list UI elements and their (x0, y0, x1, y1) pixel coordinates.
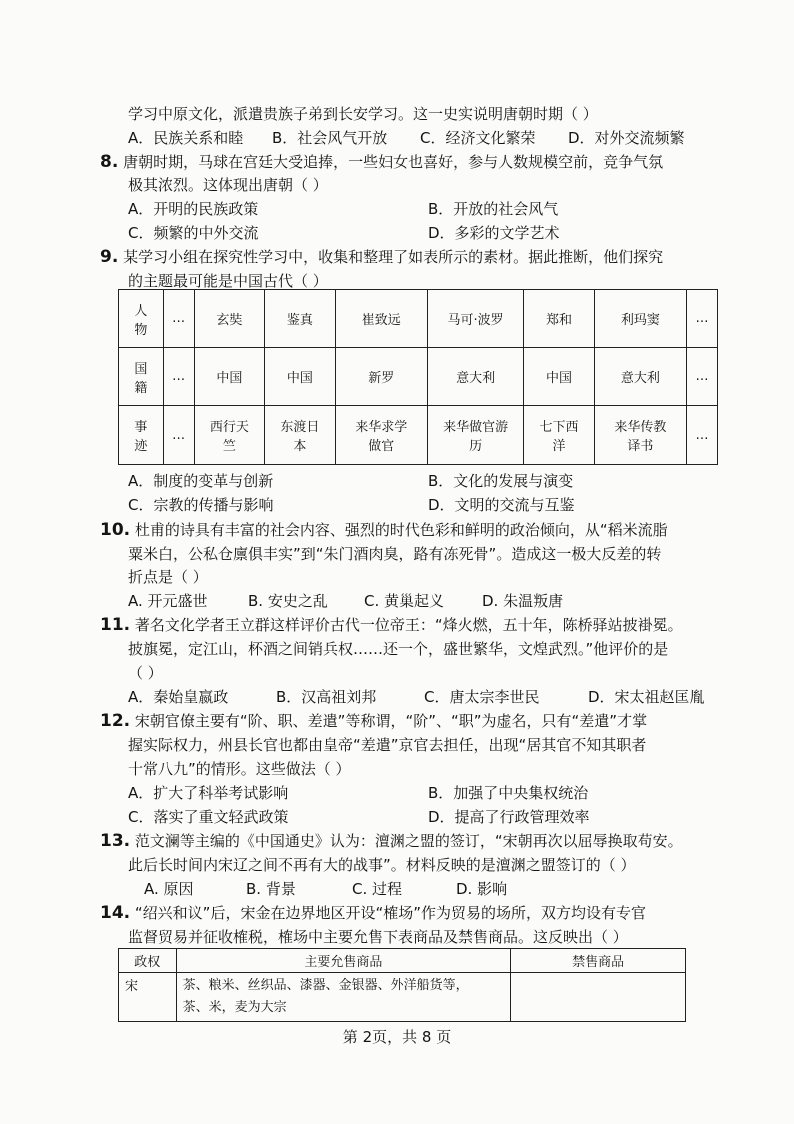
q10-number: 10. (100, 520, 131, 540)
cell-banned-goods (511, 973, 686, 1022)
table-cell: 利玛窦 (594, 290, 686, 348)
table-cell: 西行天 竺 (194, 406, 265, 465)
q13-number: 13. (100, 831, 131, 851)
q12-option-c[interactable]: C．落实了重文轻武政策 (128, 808, 289, 826)
q8-option-b[interactable]: B．开放的社会风气 (428, 200, 559, 218)
q9-option-c[interactable]: C．宗教的传播与影响 (128, 496, 274, 514)
q13-option-a[interactable]: A. 原因 (144, 880, 194, 898)
q9-question (100, 246, 663, 268)
table-cell: … (163, 348, 194, 406)
q13-option-b[interactable]: B. 背景 (246, 880, 296, 898)
q12-line3: 十常八九”的情形。这些做法（ ） (128, 760, 351, 778)
q11-question (100, 614, 683, 636)
q8-option-d[interactable]: D．多彩的文学艺术 (428, 224, 560, 242)
table-cell: … (687, 348, 718, 406)
q7-text-cont: 学习中原文化，派遣贵族子弟到长安学习。这一史实说明唐朝时期（ ） (128, 105, 598, 123)
cell-allowed-goods: 茶、粮米、丝织品、漆器、金银器、外洋船货等， 茶、米，麦为大宗 (176, 973, 511, 1022)
q11-option-b[interactable]: B．汉高祖刘邦 (276, 688, 377, 706)
table-cell: 来华传教 译书 (594, 406, 686, 465)
q13-option-d[interactable]: D. 影响 (456, 880, 508, 898)
q12-line2: 握实际权力，州县长官也都由皇帝“差遣”京官去担任，出现“居其官不知其职者 (128, 736, 647, 754)
table-header-row (119, 949, 686, 973)
q11-line3: （ ） (128, 664, 163, 682)
q10-option-a[interactable]: A. 开元盛世 (128, 592, 208, 610)
q10-line3: 折点是（ ） (128, 568, 208, 586)
table-cell: 意大利 (594, 348, 686, 406)
table-row-nationality (119, 348, 718, 406)
q8-option-a[interactable]: A．开明的民族政策 (128, 200, 259, 218)
q14-number: 14. (100, 903, 131, 923)
q12-question (100, 710, 647, 732)
q14-question (100, 902, 646, 924)
table-cell: 七下西 洋 (524, 406, 595, 465)
q9-line1: 某学习小组在探究性学习中，收集和整理了如表所示的素材。据此推断，他们探究 (123, 248, 664, 266)
q9-material-table (118, 289, 718, 465)
table-row-people (119, 290, 718, 348)
q12-option-a[interactable]: A．扩大了科举考试影响 (128, 784, 289, 802)
q9-number: 9. (100, 247, 119, 267)
table-cell: 来华求学 做官 (335, 406, 427, 465)
q7-option-b[interactable]: B．社会风气开放 (272, 129, 388, 147)
table-cell: … (687, 290, 718, 348)
q12-option-b[interactable]: B．加强了中央集权统治 (428, 784, 589, 802)
q11-line1: 著名文化学者王立群这样评价古代一位帝王：“烽火燃，五十年，陈桥驿站披褂冕。 (134, 616, 683, 634)
q11-option-c[interactable]: C．唐太宗李世民 (424, 688, 540, 706)
q7-option-c[interactable]: C．经济文化繁荣 (420, 129, 536, 147)
q8-number: 8. (100, 152, 119, 172)
row-header-people: 人 物 (119, 290, 164, 348)
table-cell: 东渡日 本 (265, 406, 336, 465)
q11-option-d[interactable]: D．宋太祖赵匡胤 (588, 688, 705, 706)
table-cell: 玄奘 (194, 290, 265, 348)
q14-goods-table (118, 948, 686, 1022)
header-banned-goods: 禁售商品 (511, 949, 686, 973)
table-cell: … (163, 406, 194, 465)
table-cell: 崔致远 (335, 290, 427, 348)
table-cell: … (163, 290, 194, 348)
q13-option-c[interactable]: C. 过程 (352, 880, 403, 898)
q12-number: 12. (100, 711, 131, 731)
q14-line2: 监督贸易并征收榷税，榷场中主要允售下表商品及禁售商品。这反映出（ ） (128, 928, 628, 946)
table-row-deeds (119, 406, 718, 465)
table-cell: 鉴真 (265, 290, 336, 348)
row-header-nationality: 国 籍 (119, 348, 164, 406)
page-footer: 第 2页，共 8 页 (342, 1028, 452, 1046)
q10-option-c[interactable]: C. 黄巢起义 (364, 592, 445, 610)
cell-regime: 宋 (119, 973, 177, 1022)
q11-line2: 披旗冕，定江山，杯酒之间销兵权……还一个，盛世繁华，文煌武烈。”他评价的是 (128, 640, 669, 658)
table-row (119, 973, 686, 1022)
q9-option-d[interactable]: D．文明的交流与互鉴 (428, 496, 575, 514)
table-cell: 新罗 (335, 348, 427, 406)
table-cell: 马可·波罗 (427, 290, 523, 348)
header-allowed-goods: 主要允售商品 (176, 949, 511, 973)
table-cell: 中国 (194, 348, 265, 406)
table-cell: 来华做官游 历 (427, 406, 523, 465)
q12-line1: 宋朝官僚主要有“阶、职、差遣”等称谓，“阶”、“职”为虚名，只有“差遣”才掌 (134, 712, 648, 730)
q10-option-d[interactable]: D. 朱温叛唐 (482, 592, 564, 610)
q13-line1: 范文澜等主编的《中国通史》认为：澶渊之盟的签订，“宋朝再次以屈辱换取苟安。 (134, 832, 683, 850)
table-cell: … (687, 406, 718, 465)
table-cell: 中国 (524, 348, 595, 406)
q7-option-d[interactable]: D．对外交流频繁 (568, 129, 685, 147)
table-cell: 中国 (265, 348, 336, 406)
q8-line1: 唐朝时期，马球在宫廷大受追捧，一些妇女也喜好，参与人数规模空前，竞争气氛 (123, 153, 664, 171)
q13-line2: 此后长时间内宋辽之间不再有大的战事”。材料反映的是澶渊之盟签订的（ ） (128, 856, 636, 874)
q10-question (100, 519, 668, 541)
q13-question (100, 830, 683, 852)
q8-option-c[interactable]: C．频繁的中外交流 (128, 224, 259, 242)
table-cell: 郑和 (524, 290, 595, 348)
q11-number: 11. (100, 615, 131, 635)
q12-option-d[interactable]: D．提高了行政管理效率 (428, 808, 590, 826)
q8-question (100, 151, 663, 173)
q14-line1: “绍兴和议”后，宋金在边界地区开设“榷场”作为贸易的场所，双方均设有专官 (134, 904, 646, 922)
q9-option-a[interactable]: A．制度的变革与创新 (128, 472, 274, 490)
q9-option-b[interactable]: B．文化的发展与演变 (428, 472, 574, 490)
q10-option-b[interactable]: B. 安史之乱 (248, 592, 328, 610)
q9-line2: 的主题最可能是中国古代（ ） (128, 272, 328, 290)
q7-option-a[interactable]: A．民族关系和睦 (128, 129, 244, 147)
q11-option-a[interactable]: A．秦始皇嬴政 (128, 688, 229, 706)
header-regime: 政权 (119, 949, 177, 973)
q10-line2: 粟米白，公私仓廪俱丰实”到“朱门酒肉臭，路有冻死骨”。造成这一极大反差的转 (128, 545, 662, 563)
q10-line1: 杜甫的诗具有丰富的社会内容、强烈的时代色彩和鲜明的政治倾向，从“稻米流脂 (134, 521, 668, 539)
q8-line2: 极其浓烈。这体现出唐朝（ ） (128, 176, 328, 194)
row-header-deeds: 事 迹 (119, 406, 164, 465)
table-cell: 意大利 (427, 348, 523, 406)
